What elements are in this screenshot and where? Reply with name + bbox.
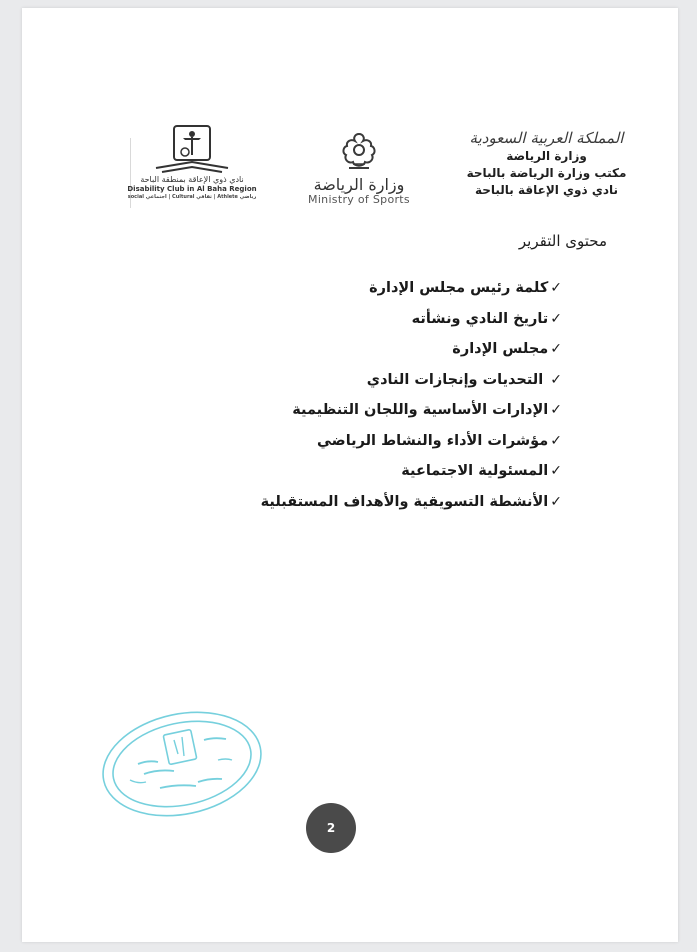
official-stamp bbox=[100, 704, 265, 822]
club-line: نادي ذوي الإعاقة بالباحة bbox=[474, 183, 619, 197]
contents-item-label: المسئولية الاجتماعية bbox=[401, 463, 549, 480]
page-number-badge: 2 bbox=[306, 803, 356, 853]
contents-item bbox=[261, 456, 562, 487]
contents-item bbox=[261, 304, 562, 335]
contents-item-label: مجلس الإدارة bbox=[452, 341, 549, 358]
club-emblem-icon bbox=[152, 124, 232, 174]
contents-item bbox=[261, 487, 562, 518]
checkmark-icon: ✓ bbox=[550, 463, 562, 480]
checkmark-icon: ✓ bbox=[550, 310, 562, 327]
checkmark-icon: ✓ bbox=[550, 341, 562, 358]
club-tags: social اجتماعي | Cultural ثقافي | Athlete رياضي bbox=[127, 194, 257, 200]
contents-item bbox=[261, 273, 562, 304]
contents-item-label: الإدارات الأساسية واللجان التنظيمية bbox=[292, 402, 549, 419]
contents-item bbox=[261, 334, 562, 365]
checkmark-icon: ✓ bbox=[550, 432, 562, 449]
letterhead-text bbox=[459, 128, 634, 199]
club-logo bbox=[118, 124, 266, 201]
contents-item bbox=[261, 426, 562, 457]
contents-list bbox=[261, 273, 562, 517]
contents-title: محتوى التقرير bbox=[518, 232, 607, 250]
contents-item-label: كلمة رئيس مجلس الإدارة bbox=[369, 280, 549, 297]
checkmark-icon: ✓ bbox=[550, 402, 562, 419]
ministry-emblem-icon bbox=[335, 130, 383, 172]
contents-item-label: تاريخ النادي ونشأته bbox=[411, 310, 549, 327]
kingdom-name: المملكة العربية السعودية bbox=[469, 129, 624, 147]
ministry-line: وزارة الرياضة bbox=[506, 149, 587, 163]
checkmark-icon: ✓ bbox=[550, 371, 562, 388]
contents-item-label: مؤشرات الأداء والنشاط الرياضي bbox=[317, 432, 549, 449]
club-arabic-name: نادي ذوي الإعاقة بمنطقة الباحة bbox=[140, 175, 244, 184]
office-line: مكتب وزارة الرياضة بالباحة bbox=[466, 166, 627, 180]
club-english-name: Disability Club in Al Baha Region bbox=[127, 185, 257, 193]
document-page bbox=[22, 8, 678, 942]
ministry-arabic-name: وزارة الرياضة bbox=[313, 175, 405, 194]
ministry-logo bbox=[290, 130, 428, 206]
contents-item bbox=[261, 395, 562, 426]
contents-item-label: الأنشطة التسويقية والأهداف المستقبلية bbox=[260, 493, 549, 510]
checkmark-icon: ✓ bbox=[550, 493, 562, 510]
contents-item bbox=[261, 365, 562, 396]
contents-item-label: التحديات وإنجازات النادي bbox=[366, 371, 549, 388]
ministry-english-name: Ministry of Sports bbox=[308, 193, 410, 206]
checkmark-icon: ✓ bbox=[550, 280, 562, 297]
